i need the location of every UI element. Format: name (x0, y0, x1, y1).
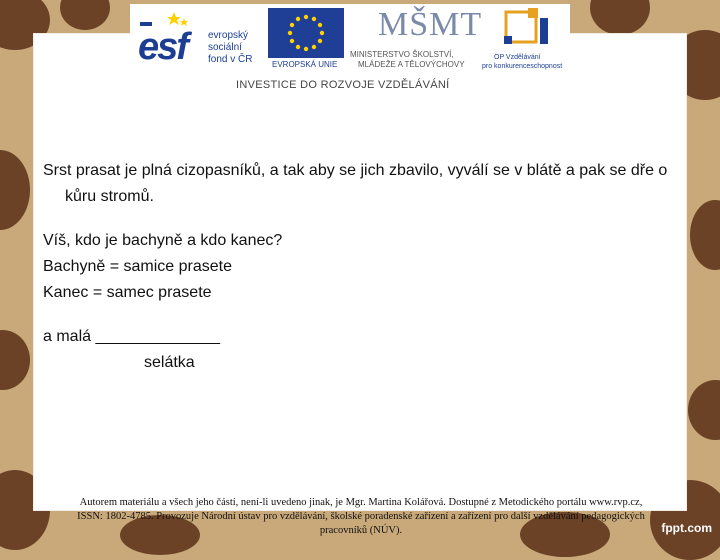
esf-mark: esf (138, 26, 187, 68)
background-spot (688, 380, 720, 440)
background-spot (60, 0, 110, 30)
op-text-1: OP Vzdělávání (494, 54, 541, 61)
question-line: Víš, kdo je bachyně a kdo kanec? (43, 232, 283, 249)
eu-caption: EVROPSKÁ UNIE (272, 60, 338, 69)
selatka-line: selátka (144, 354, 195, 371)
op-emblem-icon (496, 6, 556, 54)
esf-text-1: evropský (208, 30, 249, 41)
bachyne-line: Bachyně = samice prasete (43, 258, 232, 275)
slide-content (43, 158, 683, 376)
msmt-mark: MŠMT (378, 6, 483, 43)
op-text-2: pro konkurenceschopnost (482, 63, 563, 70)
eu-logo (268, 8, 344, 70)
op-logo (482, 6, 566, 72)
paragraph-parasites: Srst prasat je plná cizopasníků, a tak aby se jich zbavilo, vyválí se v blátě a pak se dře o kůru stromů. (43, 162, 668, 205)
kanec-line: Kanec = samec prasete (43, 284, 212, 301)
footer-attribution: Autorem materiálu a všech jeho částí, není-li uvedeno jinak, je Mgr. Martina Kolářová. Dostupné z Metodického portálu www.rvp.cz, ISSN: 1802-4785. Provozuje Národní ústav pro vzdělávání, školské poradenské zařízení a zařízení pro další vzdělávání pedagogických pracovníků (NÚV). (77, 497, 645, 536)
fppt-watermark: fppt.com (661, 521, 712, 535)
esf-text-2: sociální (208, 42, 242, 53)
background-spot (590, 0, 650, 35)
investice-banner: INVESTICE DO ROZVOJE VZDĚLÁVÁNÍ (236, 79, 450, 91)
eu-flag-icon (268, 8, 344, 58)
msmt-logo (350, 6, 483, 70)
background-spot (690, 200, 720, 270)
background-spot (0, 330, 30, 390)
background-spot (0, 150, 30, 230)
msmt-text-2: MLÁDEŽE A TĚLOVÝCHOVY (358, 60, 465, 69)
esf-text-3: fond v ČR (208, 54, 253, 65)
mala-line: a malá ______________ (43, 328, 221, 345)
esf-logo (138, 8, 258, 70)
msmt-text-1: MINISTERSTVO ŠKOLSTVÍ, (350, 50, 454, 59)
